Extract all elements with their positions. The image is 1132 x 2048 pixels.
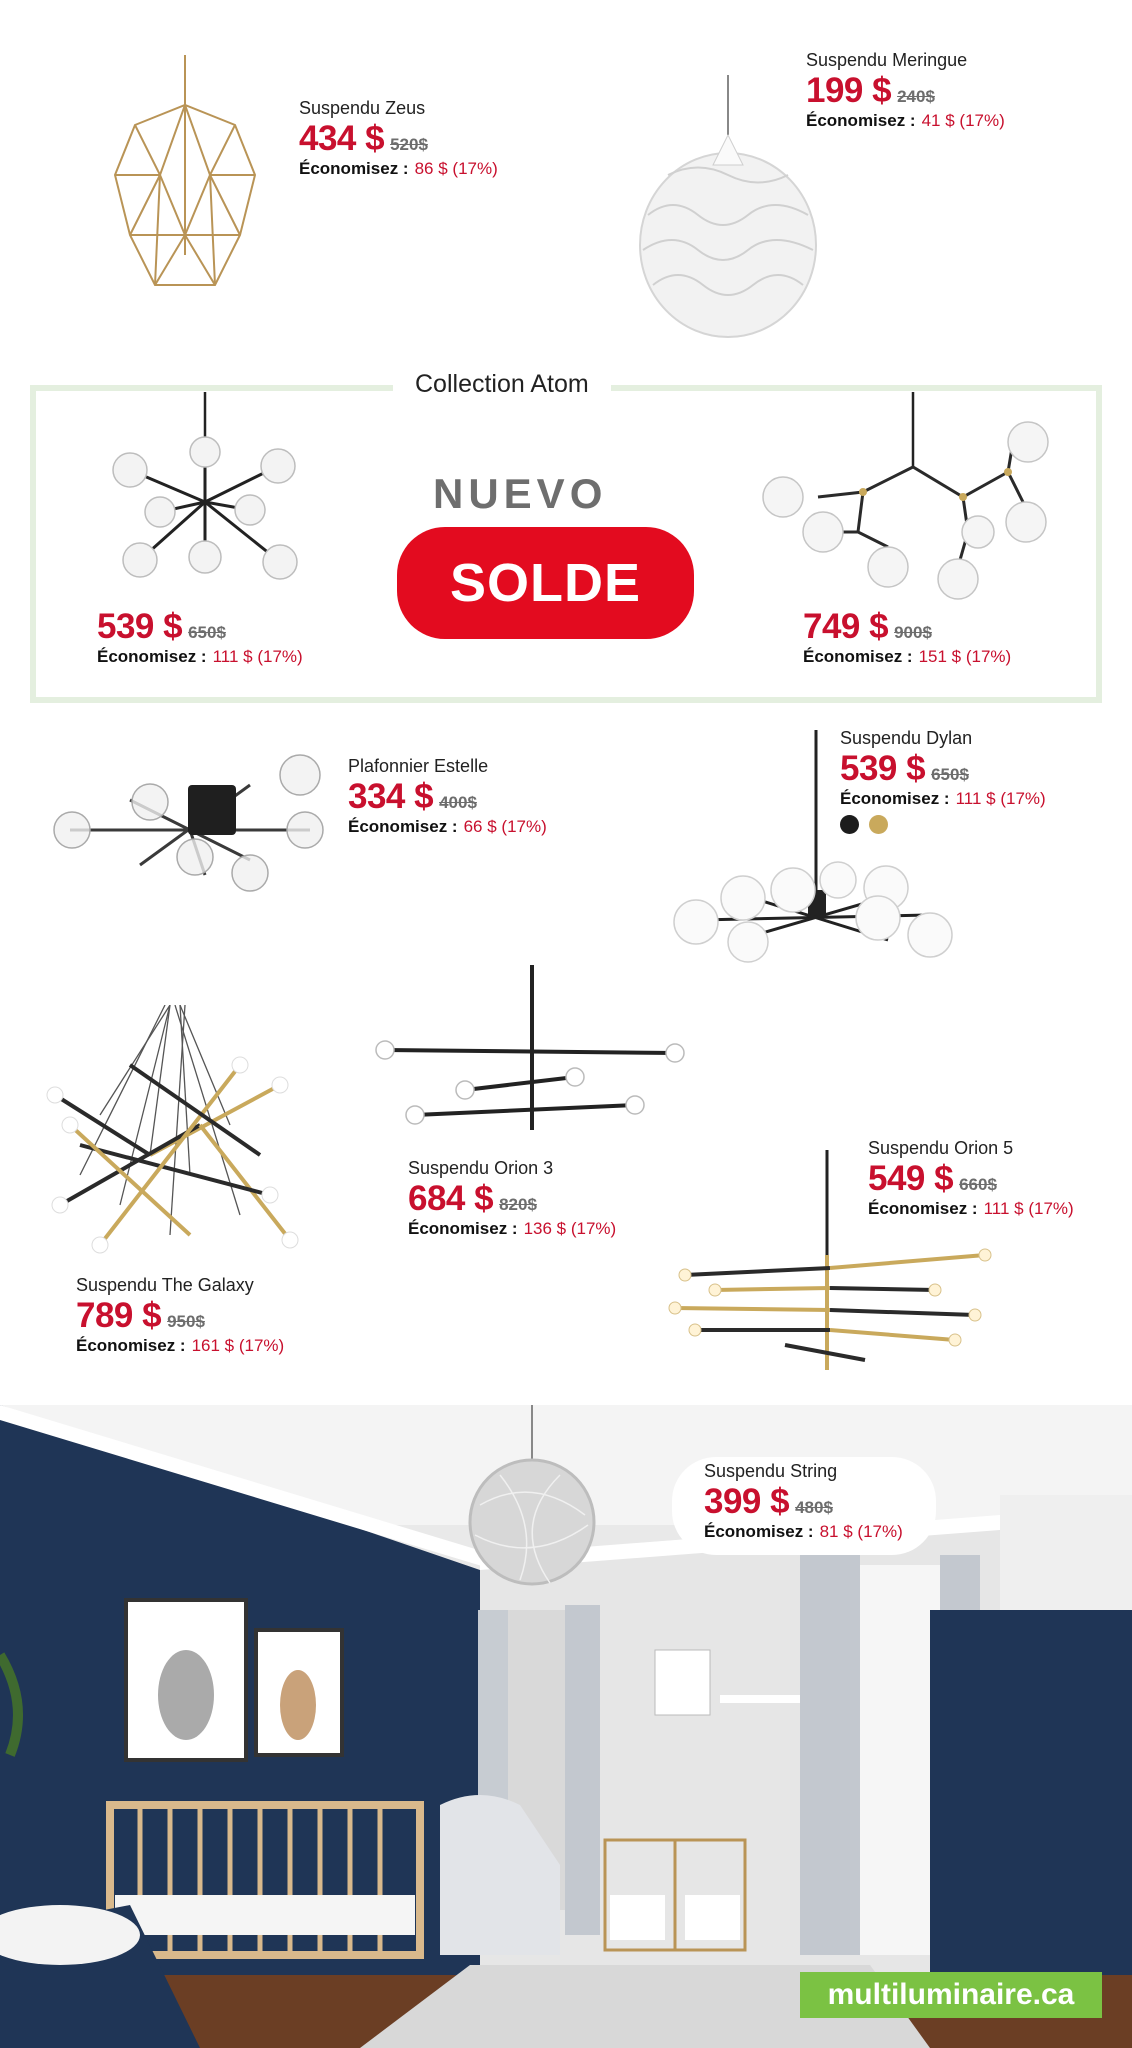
savings-label: Économisez : (704, 1522, 814, 1541)
zeus-pendant-image[interactable] (105, 55, 265, 290)
product-name: Suspendu Orion 5 (868, 1138, 1014, 1158)
savings-amount: 86 $ (17%) (414, 159, 498, 178)
estelle-product-info[interactable] (348, 756, 547, 837)
product-price: 434 $ (299, 119, 385, 158)
website-domain-link[interactable]: multiluminaire.ca (800, 1972, 1102, 2018)
atom-right-product-info[interactable] (803, 607, 1011, 667)
product-price: 789 $ (76, 1296, 162, 1335)
estelle-ceiling-light-image[interactable] (50, 745, 330, 905)
orion3-chandelier-image[interactable] (375, 965, 690, 1135)
galaxy-product-info[interactable] (76, 1275, 284, 1356)
product-old-price: 900$ (894, 623, 932, 642)
solde-sale-button[interactable]: SOLDE (397, 527, 694, 639)
savings-amount: 151 $ (17%) (918, 647, 1012, 666)
product-old-price: 820$ (499, 1195, 537, 1214)
product-old-price: 240$ (897, 87, 935, 106)
galaxy-chandelier-image[interactable] (40, 1005, 305, 1265)
orion3-product-info[interactable] (408, 1158, 616, 1239)
savings-amount: 81 $ (17%) (819, 1522, 903, 1541)
color-swatch-black[interactable] (840, 815, 859, 834)
product-price: 539 $ (97, 607, 183, 646)
product-price: 334 $ (348, 777, 434, 816)
product-price: 549 $ (868, 1159, 954, 1198)
atom-left-product-info[interactable] (97, 607, 303, 667)
dylan-product-info[interactable] (840, 728, 1046, 839)
savings-label: Économisez : (806, 111, 916, 130)
savings-amount: 111 $ (17%) (212, 647, 303, 666)
product-old-price: 650$ (931, 765, 969, 784)
savings-amount: 111 $ (17%) (983, 1199, 1074, 1218)
meringue-pendant-image[interactable] (618, 75, 838, 340)
savings-label: Économisez : (840, 789, 950, 808)
product-old-price: 660$ (959, 1175, 997, 1194)
product-old-price: 520$ (390, 135, 428, 154)
atom-right-chandelier-image[interactable] (758, 392, 1058, 602)
product-price: 399 $ (704, 1482, 790, 1521)
product-old-price: 480$ (795, 1498, 833, 1517)
nursery-room-photo (0, 1405, 1132, 2048)
zeus-product-info[interactable] (299, 98, 498, 179)
product-old-price: 950$ (167, 1312, 205, 1331)
savings-label: Économisez : (868, 1199, 978, 1218)
savings-label: Économisez : (299, 159, 409, 178)
savings-label: Économisez : (408, 1219, 518, 1238)
product-name: Suspendu Meringue (806, 50, 968, 70)
product-price: 539 $ (840, 749, 926, 788)
product-name: Plafonnier Estelle (348, 756, 489, 776)
savings-amount: 66 $ (17%) (463, 817, 547, 836)
orion5-product-info[interactable] (868, 1138, 1074, 1219)
savings-label: Économisez : (803, 647, 913, 666)
product-price: 749 $ (803, 607, 889, 646)
savings-amount: 136 $ (17%) (523, 1219, 617, 1238)
product-name: Suspendu Orion 3 (408, 1158, 554, 1178)
savings-label: Économisez : (76, 1336, 186, 1355)
color-swatch-gold[interactable] (869, 815, 888, 834)
string-product-info[interactable] (704, 1461, 903, 1542)
meringue-product-info[interactable] (806, 50, 1005, 131)
atom-left-chandelier-image[interactable] (100, 392, 300, 592)
product-name: Suspendu The Galaxy (76, 1275, 254, 1295)
collection-title: Collection Atom (393, 370, 611, 399)
nuevo-brand-logo: NUEVO (433, 470, 608, 517)
product-name: Suspendu String (704, 1461, 838, 1481)
product-name: Suspendu Zeus (299, 98, 426, 118)
savings-amount: 41 $ (17%) (921, 111, 1005, 130)
product-name: Suspendu Dylan (840, 728, 973, 748)
product-old-price: 650$ (188, 623, 226, 642)
savings-label: Économisez : (97, 647, 207, 666)
product-price: 684 $ (408, 1179, 494, 1218)
product-price: 199 $ (806, 71, 892, 110)
savings-label: Économisez : (348, 817, 458, 836)
savings-amount: 161 $ (17%) (191, 1336, 285, 1355)
product-old-price: 400$ (439, 793, 477, 812)
savings-amount: 111 $ (17%) (955, 789, 1046, 808)
